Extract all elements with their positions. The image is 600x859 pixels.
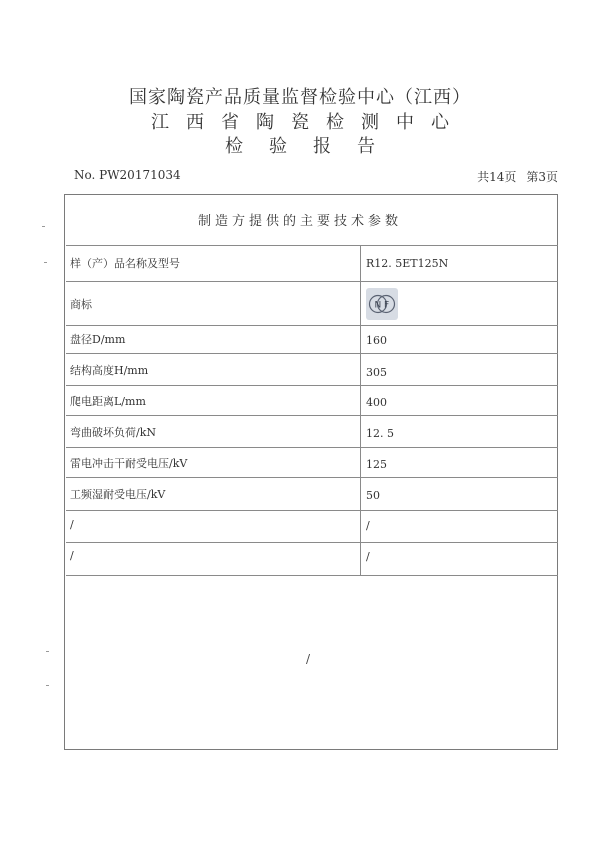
row-label-empty: / [70,518,74,531]
current-page: 第3页 [526,170,558,184]
svg-text:F: F [384,300,390,311]
row-value-empty: / [366,550,370,563]
total-pages: 共14页 [477,170,517,184]
scan-speck [46,651,49,652]
row-label-model: 样（产）品名称及型号 [70,257,180,270]
report-number: No. PW20171034 [74,168,181,182]
scan-speck [42,226,45,227]
trademark-logo-icon [366,288,398,320]
table-divider [66,447,558,448]
page-info [467,168,558,185]
row-value-creepage: 400 [366,396,387,409]
row-label-creepage: 爬电距离L/mm [70,395,146,408]
row-label-empty: / [70,549,74,562]
row-label-lightning-impulse: 雷电冲击干耐受电压/kV [70,457,188,470]
row-label-diameter: 盘径D/mm [70,333,126,346]
row-value-power-frequency: 50 [366,489,380,502]
report-title: 检验报告 [225,136,401,157]
row-label-height: 结构高度H/mm [70,364,149,377]
svg-text:N: N [374,300,382,311]
row-value-height: 305 [366,366,387,379]
trademark-logo [366,288,398,320]
row-value-lightning-impulse: 125 [366,458,387,471]
table-divider [66,575,558,576]
row-label-power-frequency: 工频湿耐受电压/kV [70,488,166,501]
table-divider [66,281,558,282]
table-divider [66,477,558,478]
row-value-model: R12. 5ET125N [366,257,449,270]
table-divider [66,510,558,511]
row-value-empty: / [366,519,370,532]
scan-speck [44,262,47,263]
row-label-trademark: 商标 [70,298,92,311]
center-name: 国家陶瓷产品质量监督检验中心（江西） [129,87,471,108]
remark-slash: / [306,652,311,666]
column-divider [360,245,361,575]
table-caption: 制造方提供的主要技术参数 [197,214,402,229]
table-divider [66,542,558,543]
table-divider [66,385,558,386]
center-name-sub: 江西省陶瓷检测中心 [151,112,466,133]
table-divider [66,325,558,326]
scan-speck [46,685,49,686]
row-label-bending-load: 弯曲破坏负荷/kN [70,426,156,439]
row-value-bending-load: 12. 5 [366,427,394,440]
table-divider [66,245,558,246]
table-divider [66,415,558,416]
row-value-diameter: 160 [366,334,387,347]
table-divider [66,353,558,354]
parameters-table [64,194,558,750]
